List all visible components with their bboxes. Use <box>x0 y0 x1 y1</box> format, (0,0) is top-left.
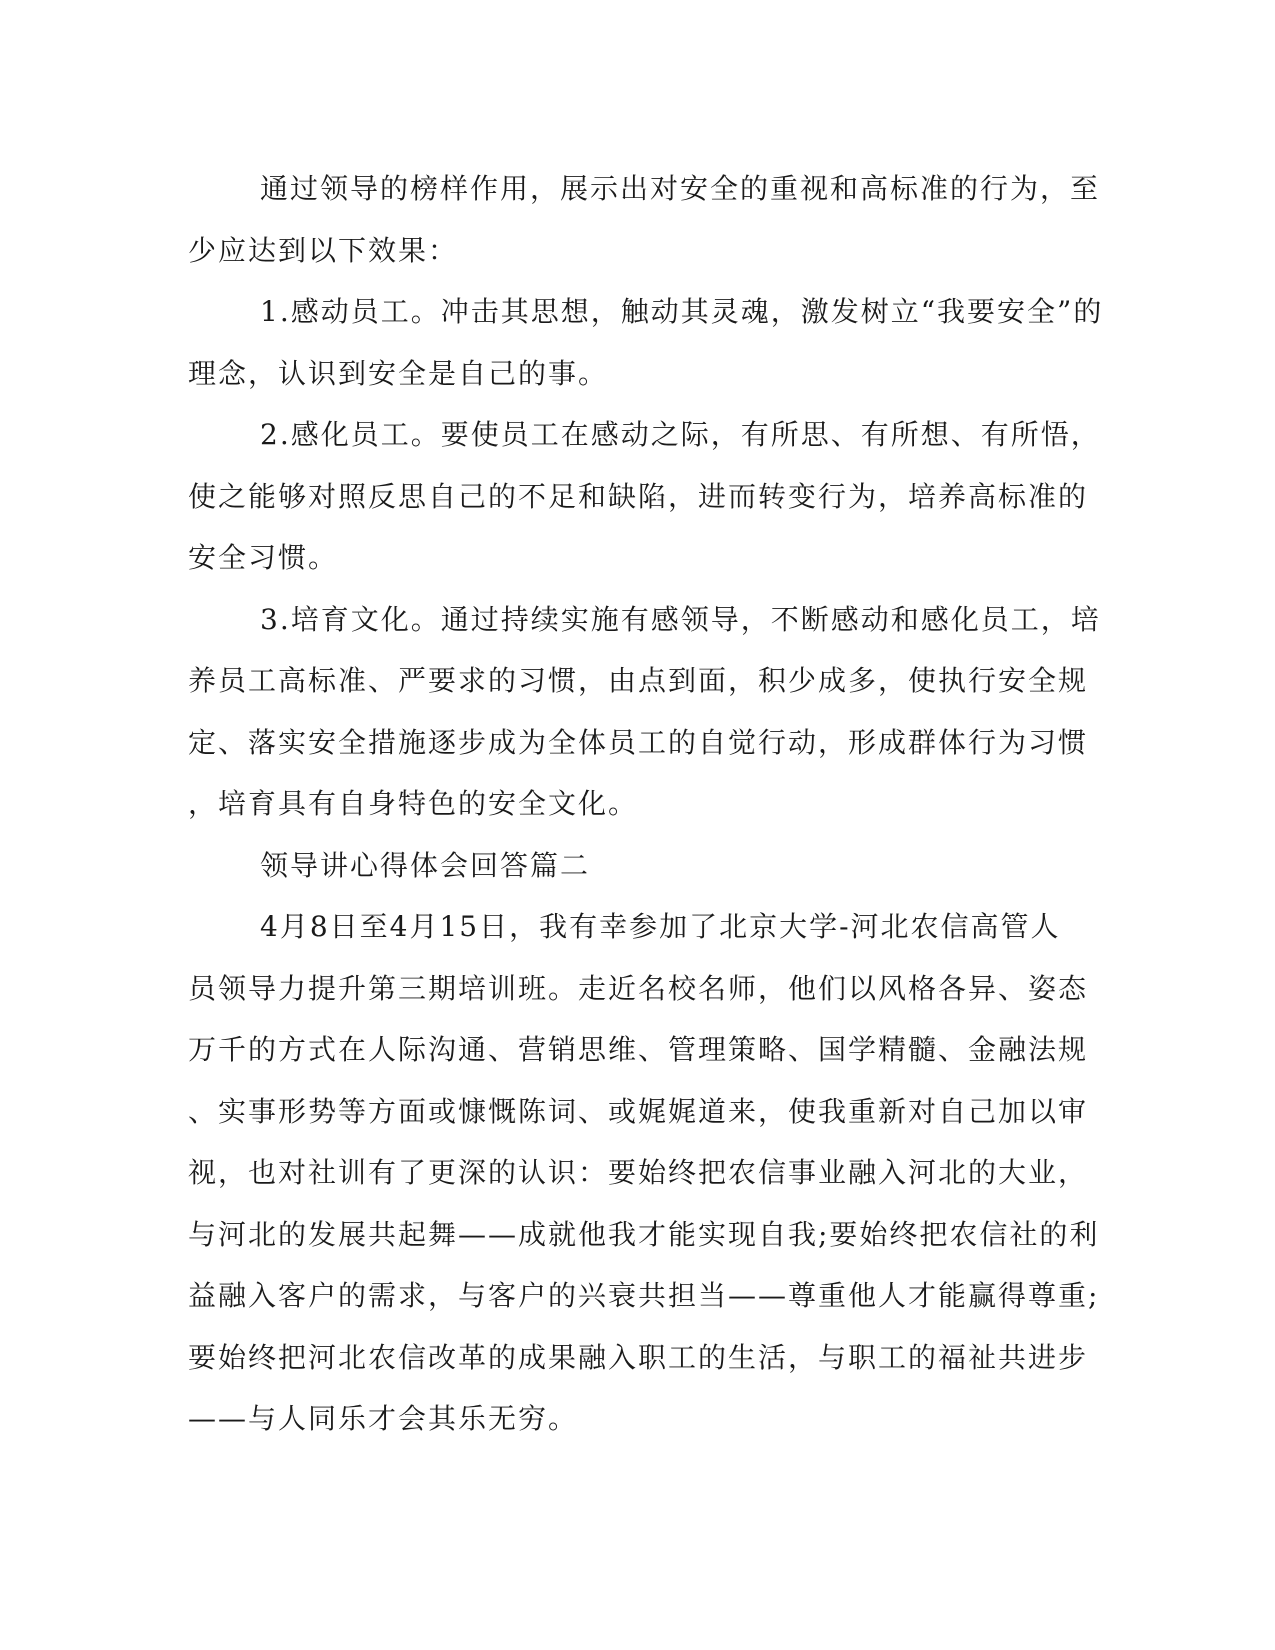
text-line: 万千的方式在人际沟通、营销思维、管理策略、国学精髓、金融法规 <box>188 1033 1089 1066</box>
text-line: 与河北的发展共起舞——成就他我才能实现自我;要始终把农信社的利 <box>188 1217 1100 1251</box>
text-line: 要始终把河北农信改革的成果融入职工的生活，与职工的福祉共进步 <box>188 1340 1089 1374</box>
text-line: 员领导力提升第三期培训班。走近名校名师，他们以风格各异、姿态 <box>188 971 1089 1005</box>
text-line: 定、落实安全措施逐步成为全体员工的自觉行动，形成群体行为习惯 <box>188 725 1089 759</box>
text-line: 视，也对社训有了更深的认识：要始终把农信事业融入河北的大业， <box>188 1156 1089 1189</box>
text-line: 少应达到以下效果： <box>188 233 459 267</box>
text-line: 3.培育文化。通过持续实施有感领导，不断感动和感化员工，培 <box>260 602 1101 636</box>
text-line: ，培育具有自身特色的安全文化。 <box>188 787 639 820</box>
text-line: 益融入客户的需求，与客户的兴衰共担当——尊重他人才能赢得尊重; <box>188 1279 1100 1312</box>
text-line: ——与人同乐才会其乐无穷。 <box>188 1402 579 1435</box>
section-heading: 领导讲心得体会回答篇二 <box>260 848 591 882</box>
text-line: 通过领导的榜样作用，展示出对安全的重视和高标准的行为，至 <box>260 172 1101 205</box>
text-line: 理念，认识到安全是自己的事。 <box>188 356 609 390</box>
text-line: 、实事形势等方面或慷慨陈词、或娓娓道来，使我重新对自己加以审 <box>188 1094 1089 1128</box>
text-line: 1.感动员工。冲击其思想，触动其灵魂，激发树立“我要安全”的 <box>260 295 1104 328</box>
text-line: 2.感化员工。要使员工在感动之际，有所思、有所想、有所悟， <box>260 418 1101 451</box>
text-line: 使之能够对照反思自己的不足和缺陷，进而转变行为，培养高标准的 <box>188 479 1089 513</box>
text-line: 4月8日至4月15日，我有幸参加了北京大学-河北农信高管人 <box>260 910 1061 943</box>
document-body <box>188 158 1104 1450</box>
text-line: 安全习惯。 <box>188 541 339 574</box>
text-line: 养员工高标准、严要求的习惯，由点到面，积少成多，使执行安全规 <box>188 664 1089 697</box>
